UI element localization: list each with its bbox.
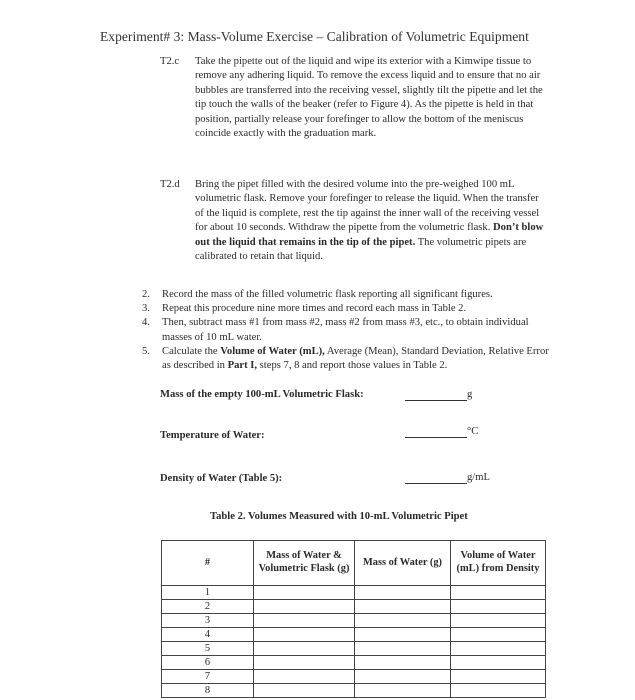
step-text [195, 178, 545, 264]
step-text: Take the pipette out of the liquid and wipe its exterior with a Kimwipe tissue to remove any adhering liquid. To remove the excess liquid and to ensure that no air bubbles are transferred into the receiving vessel, slightly tilt the pipette and let the tip touch the walls of the beaker (refer to Figure 4). As the pipette is held in that position, partially release your forefinger to allow the bottom of the meniscus coincide exactly with the graduation mark. [195, 56, 543, 140]
list-bold: Volume of Water (mL), [220, 345, 325, 357]
cell-mass-water[interactable] [355, 586, 451, 600]
step-label: T2.c [160, 56, 180, 67]
field-label-temperature: Temperature of Water: [160, 430, 265, 441]
list-text: Average (Mean), Standard Deviation, Relative Error as described in [162, 345, 549, 372]
list-number: 4. [142, 317, 150, 329]
row-number: 3 [162, 614, 254, 628]
row-number: 2 [162, 600, 254, 614]
unit: °C [467, 426, 479, 437]
cell-volume-water[interactable] [451, 628, 546, 642]
table-row [162, 656, 546, 670]
list-text: Calculate the [162, 345, 221, 357]
cell-mass-water[interactable] [355, 656, 451, 670]
row-number: 6 [162, 656, 254, 670]
header-mass-water-flask: Mass of Water & Volumetric Flask (g) [254, 541, 355, 586]
volumes-table [161, 540, 546, 698]
row-number: 7 [162, 670, 254, 684]
step-t2c [160, 55, 545, 141]
field-label-density: Density of Water (Table 5): [160, 473, 283, 484]
list-number: 2. [142, 289, 150, 300]
row-number: 8 [162, 684, 254, 698]
cell-mass-water-flask[interactable] [254, 600, 355, 614]
table-header-row [162, 541, 546, 586]
field-blank-flask-mass[interactable] [405, 389, 472, 401]
row-number: 5 [162, 642, 254, 656]
cell-volume-water[interactable] [451, 614, 546, 628]
field-blank-density[interactable] [405, 472, 490, 484]
row-number: 1 [162, 586, 254, 600]
procedure-list [142, 288, 552, 373]
step-text-part: The volumetric pipets are calibrated to retain that liquid. [195, 236, 527, 263]
list-text: Repeat this procedure nine more times and record each mass in Table 2. [162, 303, 467, 315]
cell-mass-water[interactable] [355, 684, 451, 698]
step-text-part: Bring the pipet filled with the desired volume into the pre-weighed 100 mL volumetric flask. Remove your forefinger to release the liquid. When the transfer of the liquid is complete, rest the tip against the inner wall of the receiving vessel for about 10 seconds. Withdraw the pipette from the volumetric flask. [195, 179, 540, 234]
blank-line [405, 389, 467, 401]
header-mass-water: Mass of Water (g) [355, 541, 451, 586]
table-row [162, 586, 546, 600]
list-number: 5. [142, 345, 150, 357]
table-row [162, 642, 546, 656]
cell-volume-water[interactable] [451, 656, 546, 670]
field-blank-temperature[interactable] [405, 426, 478, 438]
unit: g [467, 389, 473, 400]
cell-mass-water-flask[interactable] [254, 614, 355, 628]
list-bold: Part I, [227, 360, 258, 372]
cell-volume-water[interactable] [451, 600, 546, 614]
cell-mass-water-flask[interactable] [254, 628, 355, 642]
cell-mass-water[interactable] [355, 600, 451, 614]
table-row [162, 670, 546, 684]
cell-mass-water[interactable] [355, 642, 451, 656]
list-item [142, 288, 552, 302]
cell-mass-water[interactable] [355, 670, 451, 684]
cell-volume-water[interactable] [451, 670, 546, 684]
unit: g/mL [467, 472, 490, 483]
list-number: 3. [142, 303, 150, 315]
step-label: T2.d [160, 179, 180, 190]
table-row [162, 600, 546, 614]
cell-volume-water[interactable] [451, 684, 546, 698]
list-text: Then, subtract mass #1 from mass #2, mass #2 from mass #3, etc., to obtain individual masses of 10 mL water. [162, 317, 529, 343]
blank-line [405, 426, 467, 438]
cell-mass-water-flask[interactable] [254, 642, 355, 656]
cell-mass-water-flask[interactable] [254, 670, 355, 684]
table-row [162, 614, 546, 628]
cell-mass-water-flask[interactable] [254, 684, 355, 698]
list-item [142, 345, 552, 373]
cell-mass-water-flask[interactable] [254, 656, 355, 670]
cell-mass-water-flask[interactable] [254, 586, 355, 600]
table-row [162, 628, 546, 642]
cell-volume-water[interactable] [451, 642, 546, 656]
list-text: Record the mass of the filled volumetric flask reporting all significant figures. [162, 289, 493, 300]
step-warning: Don’t blow out the liquid that remains in the tip of the pipet. [195, 222, 544, 248]
header-volume-water: Volume of Water (mL) from Density [451, 541, 546, 586]
cell-mass-water[interactable] [355, 614, 451, 628]
document-title: Experiment# 3: Mass-Volume Exercise – Calibration of Volumetric Equipment [100, 29, 529, 44]
table-row [162, 684, 546, 698]
row-number: 4 [162, 628, 254, 642]
step-t2d [160, 178, 545, 264]
blank-line [405, 472, 467, 484]
field-label-flask-mass: Mass of the empty 100-mL Volumetric Flask: [160, 389, 364, 400]
list-item [142, 302, 552, 316]
cell-volume-water[interactable] [451, 586, 546, 600]
header-number: # [162, 541, 254, 586]
list-text: steps 7, 8 and report those values in Table 2. [257, 360, 448, 372]
cell-mass-water[interactable] [355, 628, 451, 642]
list-item [142, 316, 552, 344]
table-caption: Table 2. Volumes Measured with 10-mL Volumetric Pipet [210, 511, 468, 522]
